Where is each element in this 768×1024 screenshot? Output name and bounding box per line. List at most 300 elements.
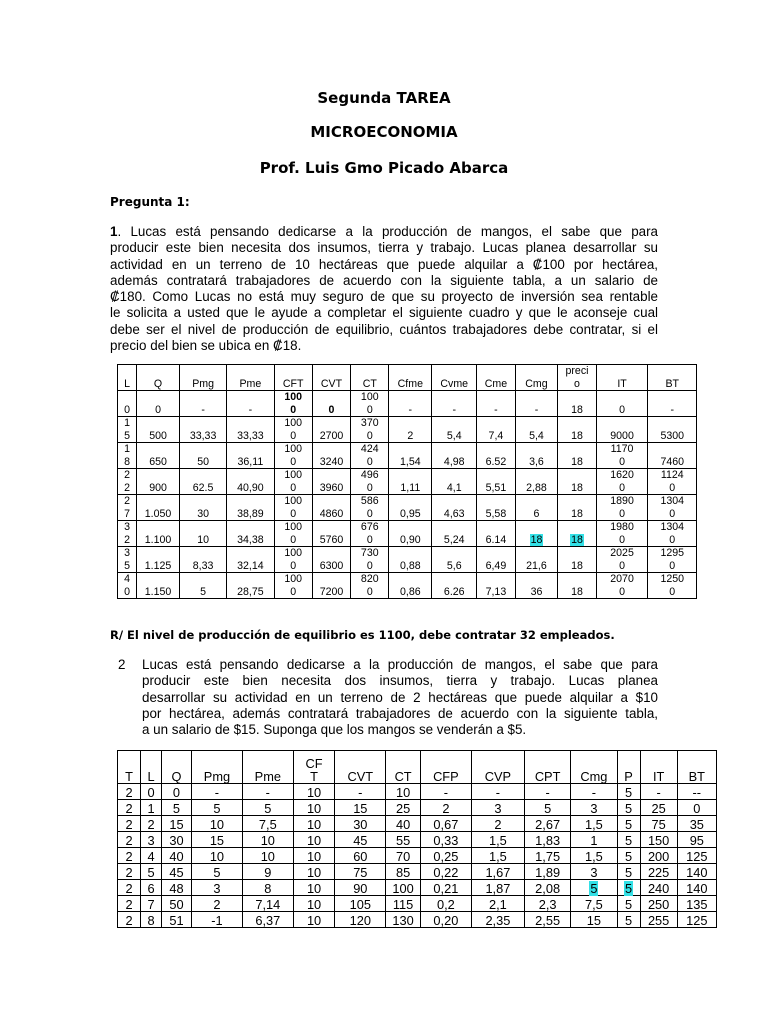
- table-cell: 115: [386, 896, 421, 912]
- q1-line: le solicita a usted que le ayude a completar el siguiente cuadro y que le aconseje cual: [110, 305, 658, 321]
- table-cell: 9: [242, 864, 293, 880]
- table-cell: 15: [192, 832, 243, 848]
- table-row: [118, 896, 717, 912]
- table-cell: 7460: [648, 443, 697, 469]
- table-cell: 50: [179, 443, 226, 469]
- table-cell: 6.26: [432, 573, 477, 599]
- table-cell: 5,24: [432, 521, 477, 547]
- table-cell: 4: [141, 848, 162, 864]
- table-cell: 1304 0: [648, 521, 697, 547]
- table-cell: 5,51: [477, 469, 515, 495]
- table-cell: 75: [640, 816, 677, 832]
- table-cell: 5: [617, 816, 640, 832]
- header-cell: Cmg: [571, 751, 617, 784]
- table-cell: 500: [137, 417, 180, 443]
- table-cell: 4,63: [432, 495, 477, 521]
- table-cell: 0,2: [420, 896, 471, 912]
- table-cell: 10: [293, 896, 335, 912]
- table-cell: 370 0: [351, 417, 389, 443]
- table-cell: 3: [571, 864, 617, 880]
- table-cell: 1,87: [471, 880, 524, 896]
- table-cell: 5: [192, 864, 243, 880]
- table-cell: 2: [118, 832, 141, 848]
- table-cell: 25: [640, 800, 677, 816]
- q1-line: actividad en un terreno de 10 hectáreas que puede alquilar a ₡100 por hectárea,: [110, 256, 658, 272]
- table-cell: 2,08: [525, 880, 571, 896]
- table-row: [118, 816, 717, 832]
- table-row: [118, 864, 717, 880]
- table-cell: 5300: [648, 417, 697, 443]
- table-cell: 75: [335, 864, 386, 880]
- table-cell: 0,22: [420, 864, 471, 880]
- answer-text: R/ El nivel de producción de equilibrio es 1100, debe contratar 32 empleados.: [110, 628, 615, 642]
- table-cell: 1: [141, 800, 162, 816]
- table-cell: 2 2: [118, 469, 137, 495]
- table-cell: 40: [386, 816, 421, 832]
- table-row: [118, 784, 717, 800]
- table-cell: 2,35: [471, 912, 524, 928]
- header-cell: Cvme: [432, 365, 477, 391]
- table-cell: 255: [640, 912, 677, 928]
- table-cell: 2,55: [525, 912, 571, 928]
- table-cell: 10: [242, 832, 293, 848]
- table-cell: 0,95: [389, 495, 432, 521]
- table-cell: 25: [386, 800, 421, 816]
- q1-line: 1. Lucas está pensando dedicarse a la producción de mangos, el sabe que para: [110, 224, 658, 239]
- table-cell: -: [571, 784, 617, 800]
- table-cell: 5: [617, 832, 640, 848]
- table-row: [118, 547, 697, 573]
- table-cell: -: [242, 784, 293, 800]
- table-cell: -1: [192, 912, 243, 928]
- table-cell: 51: [161, 912, 191, 928]
- table-cell: 1,83: [525, 832, 571, 848]
- table-cell: 10: [293, 800, 335, 816]
- table-cell: 2: [118, 784, 141, 800]
- table-cell: 2,67: [525, 816, 571, 832]
- table-cell: 0,20: [420, 912, 471, 928]
- q2-line: desarrollar su actividad en un terreno de 2 hectáreas que puede alquilar a $10: [142, 689, 658, 705]
- table-cell: 1.150: [137, 573, 180, 599]
- table-cell: 0: [677, 800, 716, 816]
- header-cell: Pme: [227, 365, 274, 391]
- q2-line: a un salario de $15. Suponga que los mangos se venderán a $5.: [142, 722, 527, 738]
- table-cell: 18: [558, 521, 596, 547]
- table-cell: 15: [335, 800, 386, 816]
- table-cell: 6,37: [242, 912, 293, 928]
- table-cell: 7,5: [571, 896, 617, 912]
- table-cell: 120: [335, 912, 386, 928]
- table-cell: 1250 0: [648, 573, 697, 599]
- header-cell: Cfme: [389, 365, 432, 391]
- table-cell: 1 5: [118, 417, 137, 443]
- table-cell: 10: [192, 848, 243, 864]
- table-row: [118, 495, 697, 521]
- table-cell: 496 0: [351, 469, 389, 495]
- table-cell: 45: [335, 832, 386, 848]
- table-cell: 5: [617, 912, 640, 928]
- table-cell: 40,90: [227, 469, 274, 495]
- header-cell: T: [118, 751, 141, 784]
- table-cell: 5: [192, 800, 243, 816]
- header-cell: IT: [596, 365, 648, 391]
- table-cell: 100 0: [274, 521, 312, 547]
- q1-line: ₡180. Como Lucas no está muy seguro de que su proyecto de inversión sea rentable: [110, 289, 658, 305]
- table-cell: 55: [386, 832, 421, 848]
- table-row: [118, 848, 717, 864]
- table-cell: 0: [118, 391, 137, 417]
- table-cell: 7,4: [477, 417, 515, 443]
- table-cell: 105: [335, 896, 386, 912]
- table-cell: 3: [471, 800, 524, 816]
- table-cell: 18: [558, 469, 596, 495]
- table-cell: 2: [118, 912, 141, 928]
- table-cell: 2: [141, 816, 162, 832]
- header-cell: Cmg: [515, 365, 558, 391]
- table-cell: 30: [161, 832, 191, 848]
- table-cell: 32,14: [227, 547, 274, 573]
- table-cell: -: [420, 784, 471, 800]
- table-cell: 5: [617, 784, 640, 800]
- table-cell: 7: [141, 896, 162, 912]
- table-cell: 5: [242, 800, 293, 816]
- table-cell: 6.52: [477, 443, 515, 469]
- table-cell: 2070 0: [596, 573, 648, 599]
- table-cell: 8: [141, 912, 162, 928]
- table-cell: 424 0: [351, 443, 389, 469]
- table-row: [118, 417, 697, 443]
- table-cell: 1,67: [471, 864, 524, 880]
- table-cell: 18: [558, 495, 596, 521]
- table-cell: 3: [141, 832, 162, 848]
- table-cell: 0,67: [420, 816, 471, 832]
- table-cell: 140: [677, 864, 716, 880]
- table-cell: 0,90: [389, 521, 432, 547]
- table-cell: 2: [118, 896, 141, 912]
- table-cell: 5: [161, 800, 191, 816]
- production-table-2: [117, 750, 717, 928]
- table-cell: 225: [640, 864, 677, 880]
- table-cell: 100 0: [274, 573, 312, 599]
- table-cell: 10: [293, 832, 335, 848]
- table-cell: 100 0: [274, 417, 312, 443]
- table-cell: 3: [192, 880, 243, 896]
- table-cell: 2: [118, 864, 141, 880]
- table-cell: 1.125: [137, 547, 180, 573]
- table-cell: 2: [192, 896, 243, 912]
- table-cell: 150: [640, 832, 677, 848]
- table-cell: 125: [677, 848, 716, 864]
- table-row: [118, 443, 697, 469]
- table-cell: 6,49: [477, 547, 515, 573]
- table-cell: 100 0: [274, 495, 312, 521]
- table-cell: 7,5: [242, 816, 293, 832]
- table-cell: 1304 0: [648, 495, 697, 521]
- table-cell: 5,4: [515, 417, 558, 443]
- header-cell: IT: [640, 751, 677, 784]
- header-cell: CT: [351, 365, 389, 391]
- table-cell: 38,89: [227, 495, 274, 521]
- table-row: [118, 880, 717, 896]
- question-label: Pregunta 1:: [110, 195, 190, 209]
- table-cell: 2: [118, 816, 141, 832]
- table-row: [118, 469, 697, 495]
- table-cell: -: [648, 391, 697, 417]
- table-cell: 1890 0: [596, 495, 648, 521]
- table-cell: 1,75: [525, 848, 571, 864]
- table-cell: 1,5: [471, 848, 524, 864]
- table-cell: 10: [179, 521, 226, 547]
- table-cell: -: [179, 391, 226, 417]
- table-cell: -: [389, 391, 432, 417]
- table-cell: 3: [571, 800, 617, 816]
- table-cell: 10: [293, 864, 335, 880]
- header-cell: CF T: [293, 751, 335, 784]
- table-cell: 0,25: [420, 848, 471, 864]
- table-cell: 900: [137, 469, 180, 495]
- table-cell: 100: [386, 880, 421, 896]
- table-cell: 36: [515, 573, 558, 599]
- q2-line: Lucas está pensando dedicarse a la producción de mangos, el sabe que para: [142, 657, 658, 672]
- table-cell: 2 7: [118, 495, 137, 521]
- table-cell: 100 0: [274, 391, 312, 417]
- table-cell: 2,1: [471, 896, 524, 912]
- table-cell: 3960: [312, 469, 350, 495]
- table-cell: 50: [161, 896, 191, 912]
- table-cell: 4 0: [118, 573, 137, 599]
- table-cell: 2: [420, 800, 471, 816]
- table-cell: 3,6: [515, 443, 558, 469]
- table-cell: 1,11: [389, 469, 432, 495]
- header-cell: Pmg: [179, 365, 226, 391]
- table-cell: 130: [386, 912, 421, 928]
- table-cell: 0,21: [420, 880, 471, 896]
- table-cell: -: [192, 784, 243, 800]
- table-cell: 2: [118, 848, 141, 864]
- question-1-text: [110, 224, 658, 354]
- header-cell: CVP: [471, 751, 524, 784]
- header-cell: BT: [648, 365, 697, 391]
- table-cell: 9000: [596, 417, 648, 443]
- table-cell: 1 8: [118, 443, 137, 469]
- table-cell: 135: [677, 896, 716, 912]
- table-cell: 2,3: [525, 896, 571, 912]
- table-cell: 40: [161, 848, 191, 864]
- table-cell: 0: [312, 391, 350, 417]
- header-cell: CVT: [312, 365, 350, 391]
- table-cell: 90: [335, 880, 386, 896]
- header-cell: BT: [677, 751, 716, 784]
- table-cell: --: [677, 784, 716, 800]
- table-cell: 6: [515, 495, 558, 521]
- table-cell: 7200: [312, 573, 350, 599]
- table-cell: 2,88: [515, 469, 558, 495]
- table-cell: 18: [558, 443, 596, 469]
- table-cell: 2: [118, 800, 141, 816]
- header-cell: preci o: [558, 365, 596, 391]
- table-cell: 0: [161, 784, 191, 800]
- table-cell: 4,98: [432, 443, 477, 469]
- table-cell: -: [515, 391, 558, 417]
- table-cell: 85: [386, 864, 421, 880]
- table-cell: 0: [141, 784, 162, 800]
- table-cell: 34,38: [227, 521, 274, 547]
- table-cell: 21,6: [515, 547, 558, 573]
- table-cell: 0,86: [389, 573, 432, 599]
- table-cell: 0,33: [420, 832, 471, 848]
- header-cell: Cme: [477, 365, 515, 391]
- table-row: [118, 521, 697, 547]
- table-cell: 28,75: [227, 573, 274, 599]
- table-cell: 10: [293, 880, 335, 896]
- table-cell: 1,5: [471, 832, 524, 848]
- table-cell: 18: [558, 417, 596, 443]
- table-cell: 4860: [312, 495, 350, 521]
- table-cell: 730 0: [351, 547, 389, 573]
- table-cell: 18: [558, 391, 596, 417]
- table-cell: 3 2: [118, 521, 137, 547]
- table-cell: 2025 0: [596, 547, 648, 573]
- table-cell: 100 0: [274, 547, 312, 573]
- table-cell: 2: [389, 417, 432, 443]
- production-table-1: [117, 364, 697, 599]
- table-cell: 3 5: [118, 547, 137, 573]
- table-cell: 60: [335, 848, 386, 864]
- table-cell: 33,33: [227, 417, 274, 443]
- table-cell: 100 0: [351, 391, 389, 417]
- table-cell: 5: [617, 848, 640, 864]
- table-cell: 5: [617, 864, 640, 880]
- table-cell: 10: [192, 816, 243, 832]
- doc-title: Segunda TAREA: [317, 89, 451, 107]
- table-cell: 35: [677, 816, 716, 832]
- table-cell: 240: [640, 880, 677, 896]
- table-cell: 15: [161, 816, 191, 832]
- table-cell: 5760: [312, 521, 350, 547]
- table-cell: 8: [242, 880, 293, 896]
- table-cell: -: [640, 784, 677, 800]
- table-cell: 2700: [312, 417, 350, 443]
- table-cell: -: [335, 784, 386, 800]
- table-cell: 1: [571, 832, 617, 848]
- header-cell: CVT: [335, 751, 386, 784]
- q2-line: por hectárea, además contratará trabajadores de acuerdo con la siguiente tabla,: [142, 705, 658, 721]
- table-cell: 1620 0: [596, 469, 648, 495]
- table-cell: 10: [293, 816, 335, 832]
- q2-number: 2: [118, 657, 126, 672]
- table-cell: 1170 0: [596, 443, 648, 469]
- table-cell: 1124 0: [648, 469, 697, 495]
- table-cell: 3240: [312, 443, 350, 469]
- table-cell: 200: [640, 848, 677, 864]
- table-cell: 1,54: [389, 443, 432, 469]
- table-cell: 140: [677, 880, 716, 896]
- table-cell: 7,14: [242, 896, 293, 912]
- table-cell: -: [477, 391, 515, 417]
- table-cell: 1980 0: [596, 521, 648, 547]
- header-cell: P: [617, 751, 640, 784]
- table-cell: 5: [141, 864, 162, 880]
- table-cell: 36,11: [227, 443, 274, 469]
- table-cell: 18: [515, 521, 558, 547]
- table-row: [118, 832, 717, 848]
- table-cell: 1295 0: [648, 547, 697, 573]
- table-cell: 7,13: [477, 573, 515, 599]
- table-cell: 6300: [312, 547, 350, 573]
- course-title: MICROECONOMIA: [310, 123, 458, 141]
- table-cell: 5,4: [432, 417, 477, 443]
- table-cell: 30: [335, 816, 386, 832]
- table-cell: 5: [617, 896, 640, 912]
- table-cell: 1,5: [571, 848, 617, 864]
- table-row: [118, 912, 717, 928]
- question-2-text: [142, 657, 658, 738]
- table-row: [118, 573, 697, 599]
- header-cell: CFT: [274, 365, 312, 391]
- professor-name: Prof. Luis Gmo Picado Abarca: [259, 159, 509, 177]
- table-cell: 586 0: [351, 495, 389, 521]
- table-cell: 6: [141, 880, 162, 896]
- table-cell: 1.050: [137, 495, 180, 521]
- table-cell: 100 0: [274, 469, 312, 495]
- table-cell: 1,5: [571, 816, 617, 832]
- table-cell: 5: [525, 800, 571, 816]
- header-cell: Pme: [242, 751, 293, 784]
- table-cell: 5,6: [432, 547, 477, 573]
- q1-line: debe ser el nivel de producción de equilibrio, cuántos trabajadores debe contratar, si el: [110, 321, 658, 337]
- table-cell: 676 0: [351, 521, 389, 547]
- table-header-row: [118, 751, 717, 784]
- table-cell: -: [432, 391, 477, 417]
- table-cell: 10: [293, 912, 335, 928]
- header-cell: CT: [386, 751, 421, 784]
- table-cell: 0,88: [389, 547, 432, 573]
- table-cell: 125: [677, 912, 716, 928]
- table-cell: 1.100: [137, 521, 180, 547]
- table-cell: 5: [179, 573, 226, 599]
- table-cell: 10: [293, 848, 335, 864]
- table-cell: 250: [640, 896, 677, 912]
- q1-number: 1: [110, 224, 118, 239]
- table-cell: 45: [161, 864, 191, 880]
- table-cell: 820 0: [351, 573, 389, 599]
- table-cell: 650: [137, 443, 180, 469]
- table-cell: 4,1: [432, 469, 477, 495]
- table-cell: 48: [161, 880, 191, 896]
- table-cell: 5: [617, 800, 640, 816]
- header-cell: CFP: [420, 751, 471, 784]
- table-cell: 62.5: [179, 469, 226, 495]
- header-cell: Q: [161, 751, 191, 784]
- table-row: [118, 800, 717, 816]
- q1-line: producir este bien necesita dos insumos, tierra y trabajo. Lucas planea desarrollar su: [110, 240, 658, 256]
- table-cell: 0: [596, 391, 648, 417]
- table-cell: -: [525, 784, 571, 800]
- header-cell: L: [141, 751, 162, 784]
- table-cell: 15: [571, 912, 617, 928]
- table-cell: -: [471, 784, 524, 800]
- table-cell: 10: [293, 784, 335, 800]
- table-cell: 2: [118, 880, 141, 896]
- table-cell: 0: [137, 391, 180, 417]
- table-cell: 30: [179, 495, 226, 521]
- header-cell: Q: [137, 365, 180, 391]
- table-cell: 18: [558, 573, 596, 599]
- table-cell: 10: [242, 848, 293, 864]
- table-cell: 33,33: [179, 417, 226, 443]
- header-cell: CPT: [525, 751, 571, 784]
- q1-line: además contratará trabajadores de acuerdo con la siguiente tabla, a un salario de: [110, 272, 658, 288]
